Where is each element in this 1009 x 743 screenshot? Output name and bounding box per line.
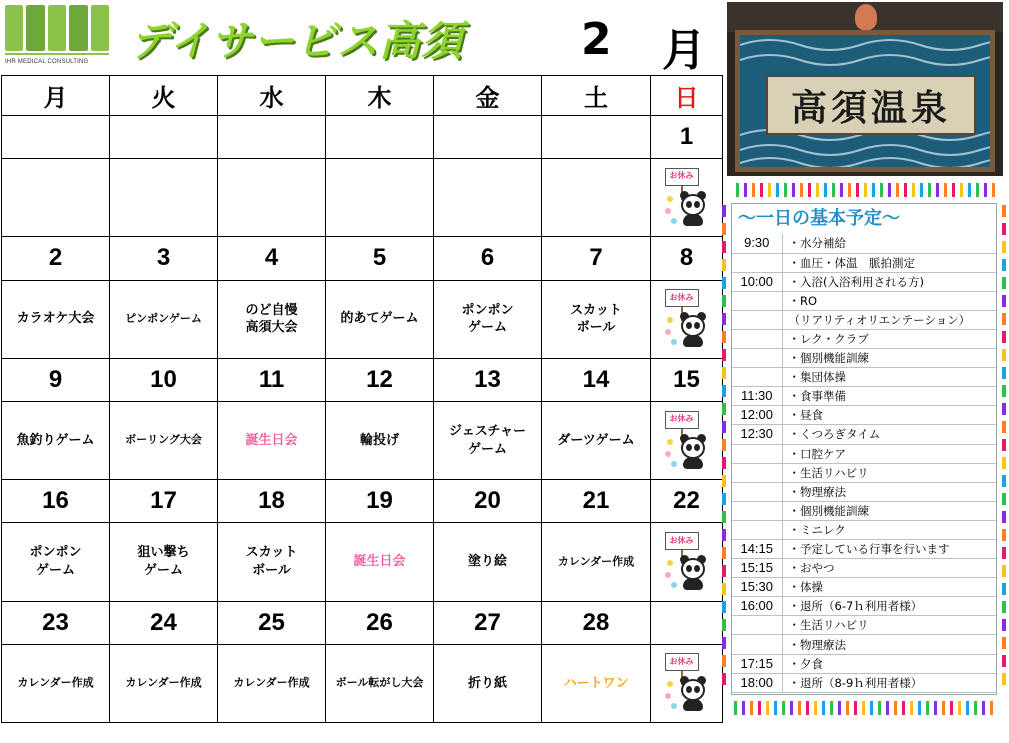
event-cell (110, 401, 218, 479)
schedule-activity: ・退所（8-9ｈ利用者様） (782, 673, 996, 692)
date-cell: 20 (434, 480, 542, 523)
event-row (2, 280, 723, 358)
weekday-header: 月 (2, 76, 110, 116)
schedule-activity: ・物理療法 (782, 635, 996, 654)
date-cell: 5 (326, 237, 434, 280)
holiday-sign: お休み (665, 168, 699, 186)
event-cell (218, 644, 326, 722)
schedule-row (732, 463, 996, 482)
daily-schedule-panel (722, 183, 1008, 723)
schedule-row (732, 310, 996, 329)
schedule-time: 12:00 (732, 406, 782, 425)
date-cell: 3 (110, 237, 218, 280)
schedule-row (732, 444, 996, 463)
event-text: ボーリング大会 (125, 433, 202, 447)
event-cell (434, 401, 542, 479)
schedule-activity: ・おやつ (782, 559, 996, 578)
date-cell: 10 (110, 358, 218, 401)
date-cell: 24 (110, 601, 218, 644)
event-cell (218, 280, 326, 358)
event-cell (218, 159, 326, 237)
event-cell (434, 280, 542, 358)
date-cell: 9 (2, 358, 110, 401)
event-text: 折り紙 (467, 675, 507, 691)
event-row (2, 401, 723, 479)
schedule-activity: ・生活リハビリ (782, 463, 996, 482)
holiday-sign: お休み (665, 289, 699, 307)
schedule-time (732, 253, 782, 272)
event-text: ハートワン (563, 675, 629, 691)
date-cell: 23 (2, 601, 110, 644)
event-text: スカット (245, 545, 298, 561)
date-cell: 19 (326, 480, 434, 523)
schedule-row (732, 234, 996, 253)
date-cell (218, 116, 326, 159)
schedule-row (732, 616, 996, 635)
event-text: 高須大会 (245, 320, 298, 336)
schedule-time (732, 444, 782, 463)
event-text: ボール転がし大会 (335, 675, 424, 689)
event-text: ゲーム (143, 562, 183, 578)
schedule-time: 15:15 (732, 559, 782, 578)
schedule-activity: ・ミニレク (782, 520, 996, 539)
date-cell: 16 (2, 480, 110, 523)
schedule-row (732, 482, 996, 501)
schedule-time: 16:00 (732, 597, 782, 616)
schedule-time (732, 616, 782, 635)
decorative-strip-top (736, 183, 995, 197)
schedule-time (732, 520, 782, 539)
event-text: カレンダー作成 (233, 675, 310, 689)
schedule-row (732, 387, 996, 406)
event-cell (110, 159, 218, 237)
event-cell (218, 523, 326, 601)
date-cell: 28 (542, 601, 651, 644)
schedule-row (732, 291, 996, 310)
weekday-header: 火 (110, 76, 218, 116)
weekday-header-row (2, 76, 723, 116)
schedule-title: ～一日の基本予定～ (738, 208, 900, 229)
schedule-time (732, 310, 782, 329)
event-cell (434, 644, 542, 722)
schedule-activity: ・食事準備 (782, 387, 996, 406)
date-cell: 26 (326, 601, 434, 644)
weekday-header: 土 (542, 76, 651, 116)
schedule-row (732, 654, 996, 673)
weekday-header: 水 (218, 76, 326, 116)
event-text: ゲーム (35, 562, 75, 578)
decorative-strip-bottom (734, 701, 993, 715)
panda-holiday-icon (663, 168, 711, 228)
calendar-table (1, 75, 723, 723)
schedule-time (732, 368, 782, 387)
event-text: 的あてゲーム (340, 311, 419, 327)
event-text: ピンポンゲーム (125, 311, 202, 325)
schedule-time (732, 291, 782, 310)
event-cell (2, 523, 110, 601)
schedule-time (732, 501, 782, 520)
event-row (2, 644, 723, 722)
schedule-activity: （リアリティオリエンテーション） (782, 310, 996, 329)
schedule-activity: ・退所（6-7ｈ利用者様） (782, 597, 996, 616)
schedule-row (732, 578, 996, 597)
schedule-time (732, 635, 782, 654)
weekday-header: 金 (434, 76, 542, 116)
event-cell (218, 401, 326, 479)
event-cell (326, 644, 434, 722)
schedule-time (732, 482, 782, 501)
holiday-sign: お休み (665, 532, 699, 550)
schedule-time: 14:15 (732, 540, 782, 559)
schedule-activity: ・夕食 (782, 654, 996, 673)
schedule-row (732, 349, 996, 368)
event-text: 塗り絵 (467, 554, 507, 570)
date-cell: 7 (542, 237, 651, 280)
date-cell: 25 (218, 601, 326, 644)
decorative-strip-right (1002, 205, 1006, 685)
schedule-activity: ・レク・クラブ (782, 329, 996, 348)
holiday-cell (651, 644, 723, 722)
schedule-activity: ・物理療法 (782, 482, 996, 501)
schedule-row (732, 559, 996, 578)
event-row (2, 523, 723, 601)
event-cell (326, 401, 434, 479)
schedule-activity: ・くつろぎタイム (782, 425, 996, 444)
event-text: 誕生日会 (353, 554, 406, 570)
weekday-header: 木 (326, 76, 434, 116)
event-text: 魚釣りゲーム (16, 432, 95, 448)
schedule-row (732, 425, 996, 444)
page-title: デイサービス高須 (130, 17, 464, 65)
logo-mark (5, 5, 109, 51)
panda-holiday-icon (663, 411, 711, 471)
date-row (2, 358, 723, 401)
date-cell: 13 (434, 358, 542, 401)
date-row (2, 116, 723, 159)
schedule-time: 10:00 (732, 272, 782, 291)
schedule-activity: ・予定している行事を行います (782, 540, 996, 559)
schedule-activity: ・個別機能訓練 (782, 501, 996, 520)
schedule-activity: ・入浴(入浴利用される方) (782, 272, 996, 291)
event-text: カレンダー作成 (17, 675, 94, 689)
holiday-cell (651, 401, 723, 479)
date-cell: 15 (651, 358, 723, 401)
event-cell (110, 523, 218, 601)
event-cell (2, 159, 110, 237)
schedule-activity: ・体操 (782, 578, 996, 597)
event-text: 輪投げ (359, 432, 399, 448)
schedule-row (732, 597, 996, 616)
event-text: カレンダー作成 (125, 675, 202, 689)
holiday-cell (651, 523, 723, 601)
date-row (2, 237, 723, 280)
schedule-box (731, 203, 997, 695)
date-cell: 2 (2, 237, 110, 280)
schedule-table (732, 234, 996, 693)
schedule-time: 18:00 (732, 673, 782, 692)
schedule-time: 9:30 (732, 234, 782, 253)
event-cell (542, 280, 651, 358)
holiday-sign: お休み (665, 653, 699, 671)
schedule-time: 17:15 (732, 654, 782, 673)
date-cell: 17 (110, 480, 218, 523)
schedule-time: 15:30 (732, 578, 782, 597)
date-cell (434, 116, 542, 159)
panda-holiday-icon (663, 653, 711, 713)
month-number: 2 (581, 14, 612, 65)
event-cell (2, 280, 110, 358)
panda-holiday-icon (663, 289, 711, 349)
date-cell (326, 116, 434, 159)
schedule-row (732, 272, 996, 291)
schedule-activity: ・RO (782, 291, 996, 310)
event-text: ポンポン (461, 302, 514, 318)
schedule-activity: ・集団体操 (782, 368, 996, 387)
schedule-row (732, 329, 996, 348)
event-text: ジェスチャー (448, 424, 527, 439)
date-cell: 6 (434, 237, 542, 280)
month-unit: 月 (662, 25, 706, 76)
event-text: 狙い撃ち (137, 545, 190, 561)
event-text: カラオケ大会 (16, 311, 95, 327)
schedule-activity: ・昼食 (782, 406, 996, 425)
date-cell: 27 (434, 601, 542, 644)
event-cell (434, 523, 542, 601)
holiday-cell (651, 280, 723, 358)
schedule-activity: ・生活リハビリ (782, 616, 996, 635)
schedule-time (732, 349, 782, 368)
event-cell (542, 159, 651, 237)
schedule-time (732, 329, 782, 348)
date-cell: 22 (651, 480, 723, 523)
event-cell (542, 644, 651, 722)
date-row (2, 480, 723, 523)
schedule-row (732, 540, 996, 559)
event-cell (542, 401, 651, 479)
holiday-cell (651, 159, 723, 237)
date-cell (110, 116, 218, 159)
schedule-row (732, 253, 996, 272)
date-cell: 14 (542, 358, 651, 401)
event-cell (2, 644, 110, 722)
event-text: カレンダー作成 (557, 554, 635, 568)
event-text: ボール (576, 320, 616, 336)
onsen-sign-photo (727, 2, 1003, 176)
event-text: 誕生日会 (245, 432, 298, 448)
date-cell (2, 116, 110, 159)
date-cell: 12 (326, 358, 434, 401)
schedule-row (732, 368, 996, 387)
schedule-activity: ・水分補給 (782, 234, 996, 253)
event-cell (326, 280, 434, 358)
schedule-time: 11:30 (732, 387, 782, 406)
event-row (2, 159, 723, 237)
schedule-row (732, 520, 996, 539)
schedule-time: 12:30 (732, 425, 782, 444)
date-cell: 1 (651, 116, 723, 159)
holiday-sign: お休み (665, 411, 699, 429)
schedule-row (732, 406, 996, 425)
date-cell: 18 (218, 480, 326, 523)
date-row (2, 601, 723, 644)
event-cell (110, 644, 218, 722)
schedule-activity: ・血圧・体温 脈拍測定 (782, 253, 996, 272)
schedule-activity: ・口腔ケア (782, 444, 996, 463)
date-cell (542, 116, 651, 159)
date-cell: 8 (651, 237, 723, 280)
event-text: のど自慢 (245, 302, 298, 318)
decorative-strip-left (722, 205, 726, 685)
event-text: スカット (570, 302, 622, 318)
schedule-row (732, 635, 996, 654)
event-cell (326, 159, 434, 237)
event-text: ボール (252, 562, 291, 578)
schedule-activity: ・個別機能訓練 (782, 349, 996, 368)
schedule-row (732, 501, 996, 520)
date-cell: 21 (542, 480, 651, 523)
date-cell (651, 601, 723, 644)
event-text: ポンポン (29, 545, 82, 561)
event-cell (326, 523, 434, 601)
logo (5, 5, 109, 71)
date-cell: 11 (218, 358, 326, 401)
ornament-icon (855, 4, 877, 30)
event-cell (542, 523, 651, 601)
event-text: ダーツゲーム (557, 432, 635, 448)
event-cell (110, 280, 218, 358)
onsen-sign-text: 高須温泉 (766, 75, 976, 135)
event-text: ゲーム (467, 441, 507, 457)
logo-subtitle: IHR MEDICAL CONSULTING (5, 59, 89, 65)
schedule-row (732, 673, 996, 692)
panda-holiday-icon (663, 532, 711, 592)
weekday-header: 日 (651, 76, 723, 116)
event-cell (2, 401, 110, 479)
date-cell: 4 (218, 237, 326, 280)
event-cell (434, 159, 542, 237)
event-text: ゲーム (467, 320, 507, 336)
schedule-time (732, 463, 782, 482)
